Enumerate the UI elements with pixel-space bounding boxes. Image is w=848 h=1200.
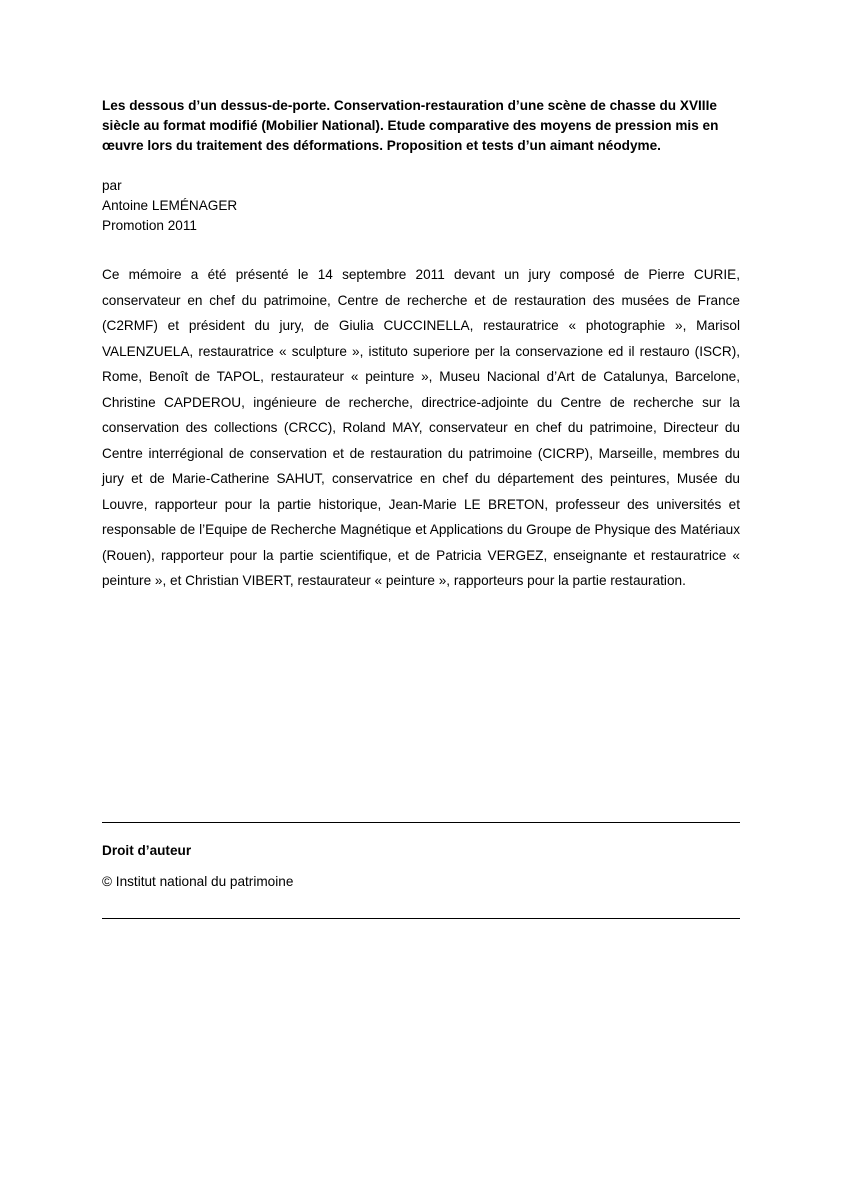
byline bbox=[102, 176, 740, 236]
jury-paragraph: Ce mémoire a été présenté le 14 septembre 2011 devant un jury composé de Pierre CURIE, conservateur en chef du patrimoine, Centre de recherche et de restauration des musées de France (C2RMF) et président du jury, de Giulia CUCCINELLA, restauratrice « photographie », Marisol VALENZUELA, restauratrice « sculpture », istituto superiore per la conservazione ed il restauro (ISCR), Rome, Benoît de TAPOL, restaurateur « peinture », Museu Nacional d’Art de Catalunya, Barcelone, Christine CAPDEROU, ingénieure de recherche, directrice-adjointe du Centre de recherche sur la conservation des collections (CRCC), Roland MAY, conservateur en chef du patrimoine, Directeur du Centre interrégional de conservation et de restauration du patrimoine (CICRP), Marseille, membres du jury et de Marie-Catherine SAHUT, conservatrice en chef du département des peintures, Musée du Louvre, rapporteur pour la partie historique, Jean-Marie LE BRETON, professeur des universités et responsable de l’Equipe de Recherche Magnétique et Applications du Groupe de Physique des Matériaux (Rouen), rapporteur pour la partie scientifique, et de Patricia VERGEZ, enseignante et restauratrice « peinture », et Christian VIBERT, restaurateur « peinture », rapporteurs pour la partie restauration. bbox=[102, 267, 740, 588]
copyright-text: © Institut national du patrimoine bbox=[102, 874, 294, 889]
separator-line-bottom bbox=[102, 918, 740, 919]
separator-line-top bbox=[102, 822, 740, 823]
promotion-year: Promotion 2011 bbox=[102, 218, 197, 233]
byline-par: par bbox=[102, 178, 122, 193]
document-title: Les dessous d’un dessus-de-porte. Conservation-restauration d’une scène de chasse du XVIIIe siècle au format modifié (Mobilier National). Etude comparative des moyens de pression mis en œuvre lors du traitement des déformations. Proposition et tests d’un aimant néodyme. bbox=[102, 98, 719, 153]
author-name: Antoine LEMÉNAGER bbox=[102, 198, 238, 213]
copyright-heading: Droit d’auteur bbox=[102, 843, 192, 858]
document-page bbox=[102, 96, 740, 607]
